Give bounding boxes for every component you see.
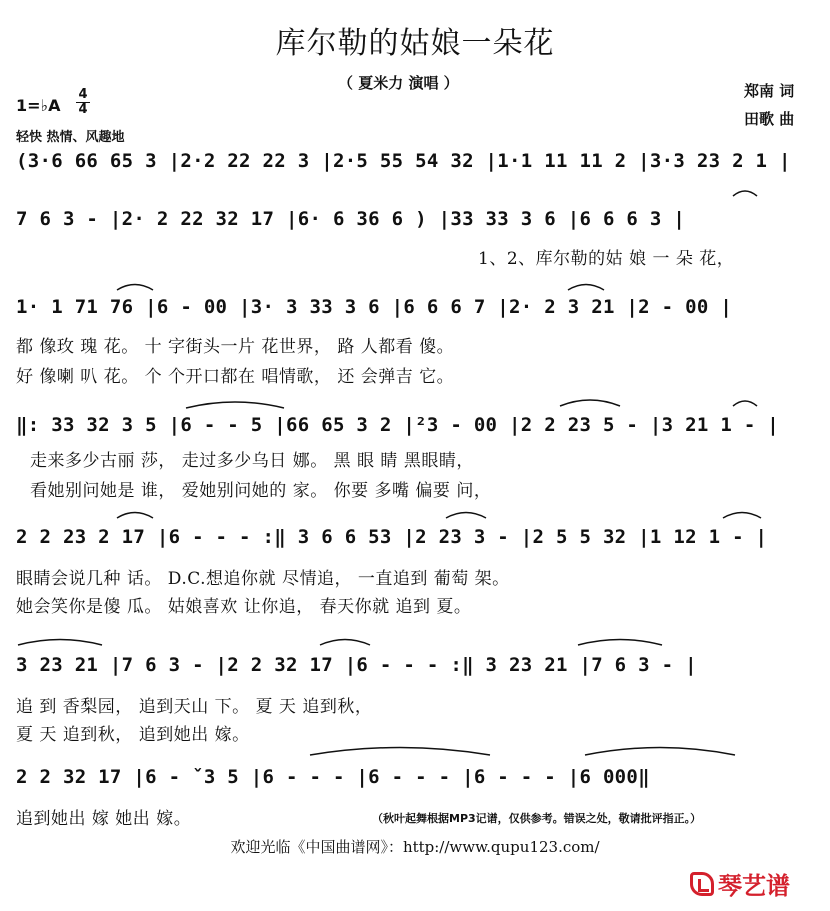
slur-mark [723,513,761,519]
slur-mark [733,191,757,196]
time-signature-top: 4 [76,88,90,103]
slur-mark [18,640,102,646]
slur-mark [560,400,620,406]
key-signature: 1=♭A [16,96,61,115]
lyric-line: 追到她出 嫁 她出 嫁。 [16,809,192,829]
notation-row-6: 3 23 21 |7 6 3 - |2 2 32 17 |6 - - - :‖ 3 23 21 |7 6 3 - | [16,654,697,676]
lyric-line: 1、2、库尔勒的姑 娘 一 朵 花， [478,249,735,269]
notation-row-4: ‖: 33 32 3 5 |6 - - 5 |66 65 3 2 |²3 - 00 |2 2 23 5 - |3 21 1 - | [16,414,780,436]
lyric-line: 夏 天 追到秋， 追到她出 嫁。 [16,725,250,745]
slur-mark [310,748,490,756]
qin-logo-icon [690,872,714,896]
logo-text: 琴艺谱 [718,872,790,900]
slur-mark [733,401,757,406]
lyric-line: 她会笑你是傻 瓜。 姑娘喜欢 让你追， 春天你就 追到 夏。 [16,597,472,617]
lyric-line: 走来多少古丽 莎， 走过多少乌日 娜。 黑 眼 睛 黑眼睛， [30,451,474,471]
song-title: 库尔勒的姑娘一朵花 [275,26,555,61]
slur-mark [320,640,370,646]
slur-mark [568,285,604,291]
slur-mark [186,402,284,408]
lyric-line: 看她别问她是 谁， 爱她别问她的 家。 你要 多嘴 偏要 问， [30,481,492,501]
singer-credit: （ 夏米力 演唱 ） [338,74,459,92]
tempo-marking: 轻快 热情、风趣地 [16,130,125,145]
site-logo[interactable] [690,866,790,901]
notation-row-3: 1· 1 71 76 |6 - 00 |3· 3 33 3 6 |6 6 6 7 |2· 2 3 21 |2 - 00 | [16,296,733,318]
slur-mark [578,640,662,646]
lyric-line: 眼睛会说几种 话。 D.C.想追你就 尽情追， 一直追到 葡萄 架。 [16,569,510,589]
notation-row-1: (3·6 66 65 3 |2·2 22 22 3 |2·5 55 54 32 |1·1 11 11 2 |3·3 23 2 1 | [16,150,791,172]
composer-credit: 田歌 曲 [744,110,795,128]
notation-row-5: 2 2 23 2 17 |6 - - - :‖ 3 6 6 53 |2 23 3 - |2 5 5 32 |1 12 1 - | [16,526,768,548]
lyric-line: 都 像玫 瑰 花。 十 字街头一片 花世界， 路 人都看 傻。 [16,337,455,357]
lyricist-credit: 郑南 词 [744,82,795,100]
notation-row-2: 7 6 3 - |2· 2 22 32 17 |6· 6 36 6 ) |33 33 3 6 |6 6 6 3 | [16,208,686,230]
notation-row-7: 2 2 32 17 |6 - ˇ3 5 |6 - - - |6 - - - |6 - - - |6 000‖ [16,766,650,788]
slur-mark [117,285,153,291]
lyric-line: 追 到 香梨园， 追到天山 下。 夏 天 追到秋， [16,697,373,717]
transcription-note: （秋叶起舞根据MP3记谱，仅供参考。错误之处，敬请批评指正。） [372,812,702,825]
time-signature-bottom: 4 [78,102,88,117]
slur-mark [117,513,153,519]
slur-mark [585,748,735,756]
site-footer: 欢迎光临《中国曲谱网》：http://www.qupu123.com/ [230,838,600,856]
time-signature [76,88,90,117]
slur-mark [446,513,486,519]
lyric-line: 好 像喇 叭 花。 个 个开口都在 唱情歌， 还 会弹吉 它。 [16,367,455,387]
